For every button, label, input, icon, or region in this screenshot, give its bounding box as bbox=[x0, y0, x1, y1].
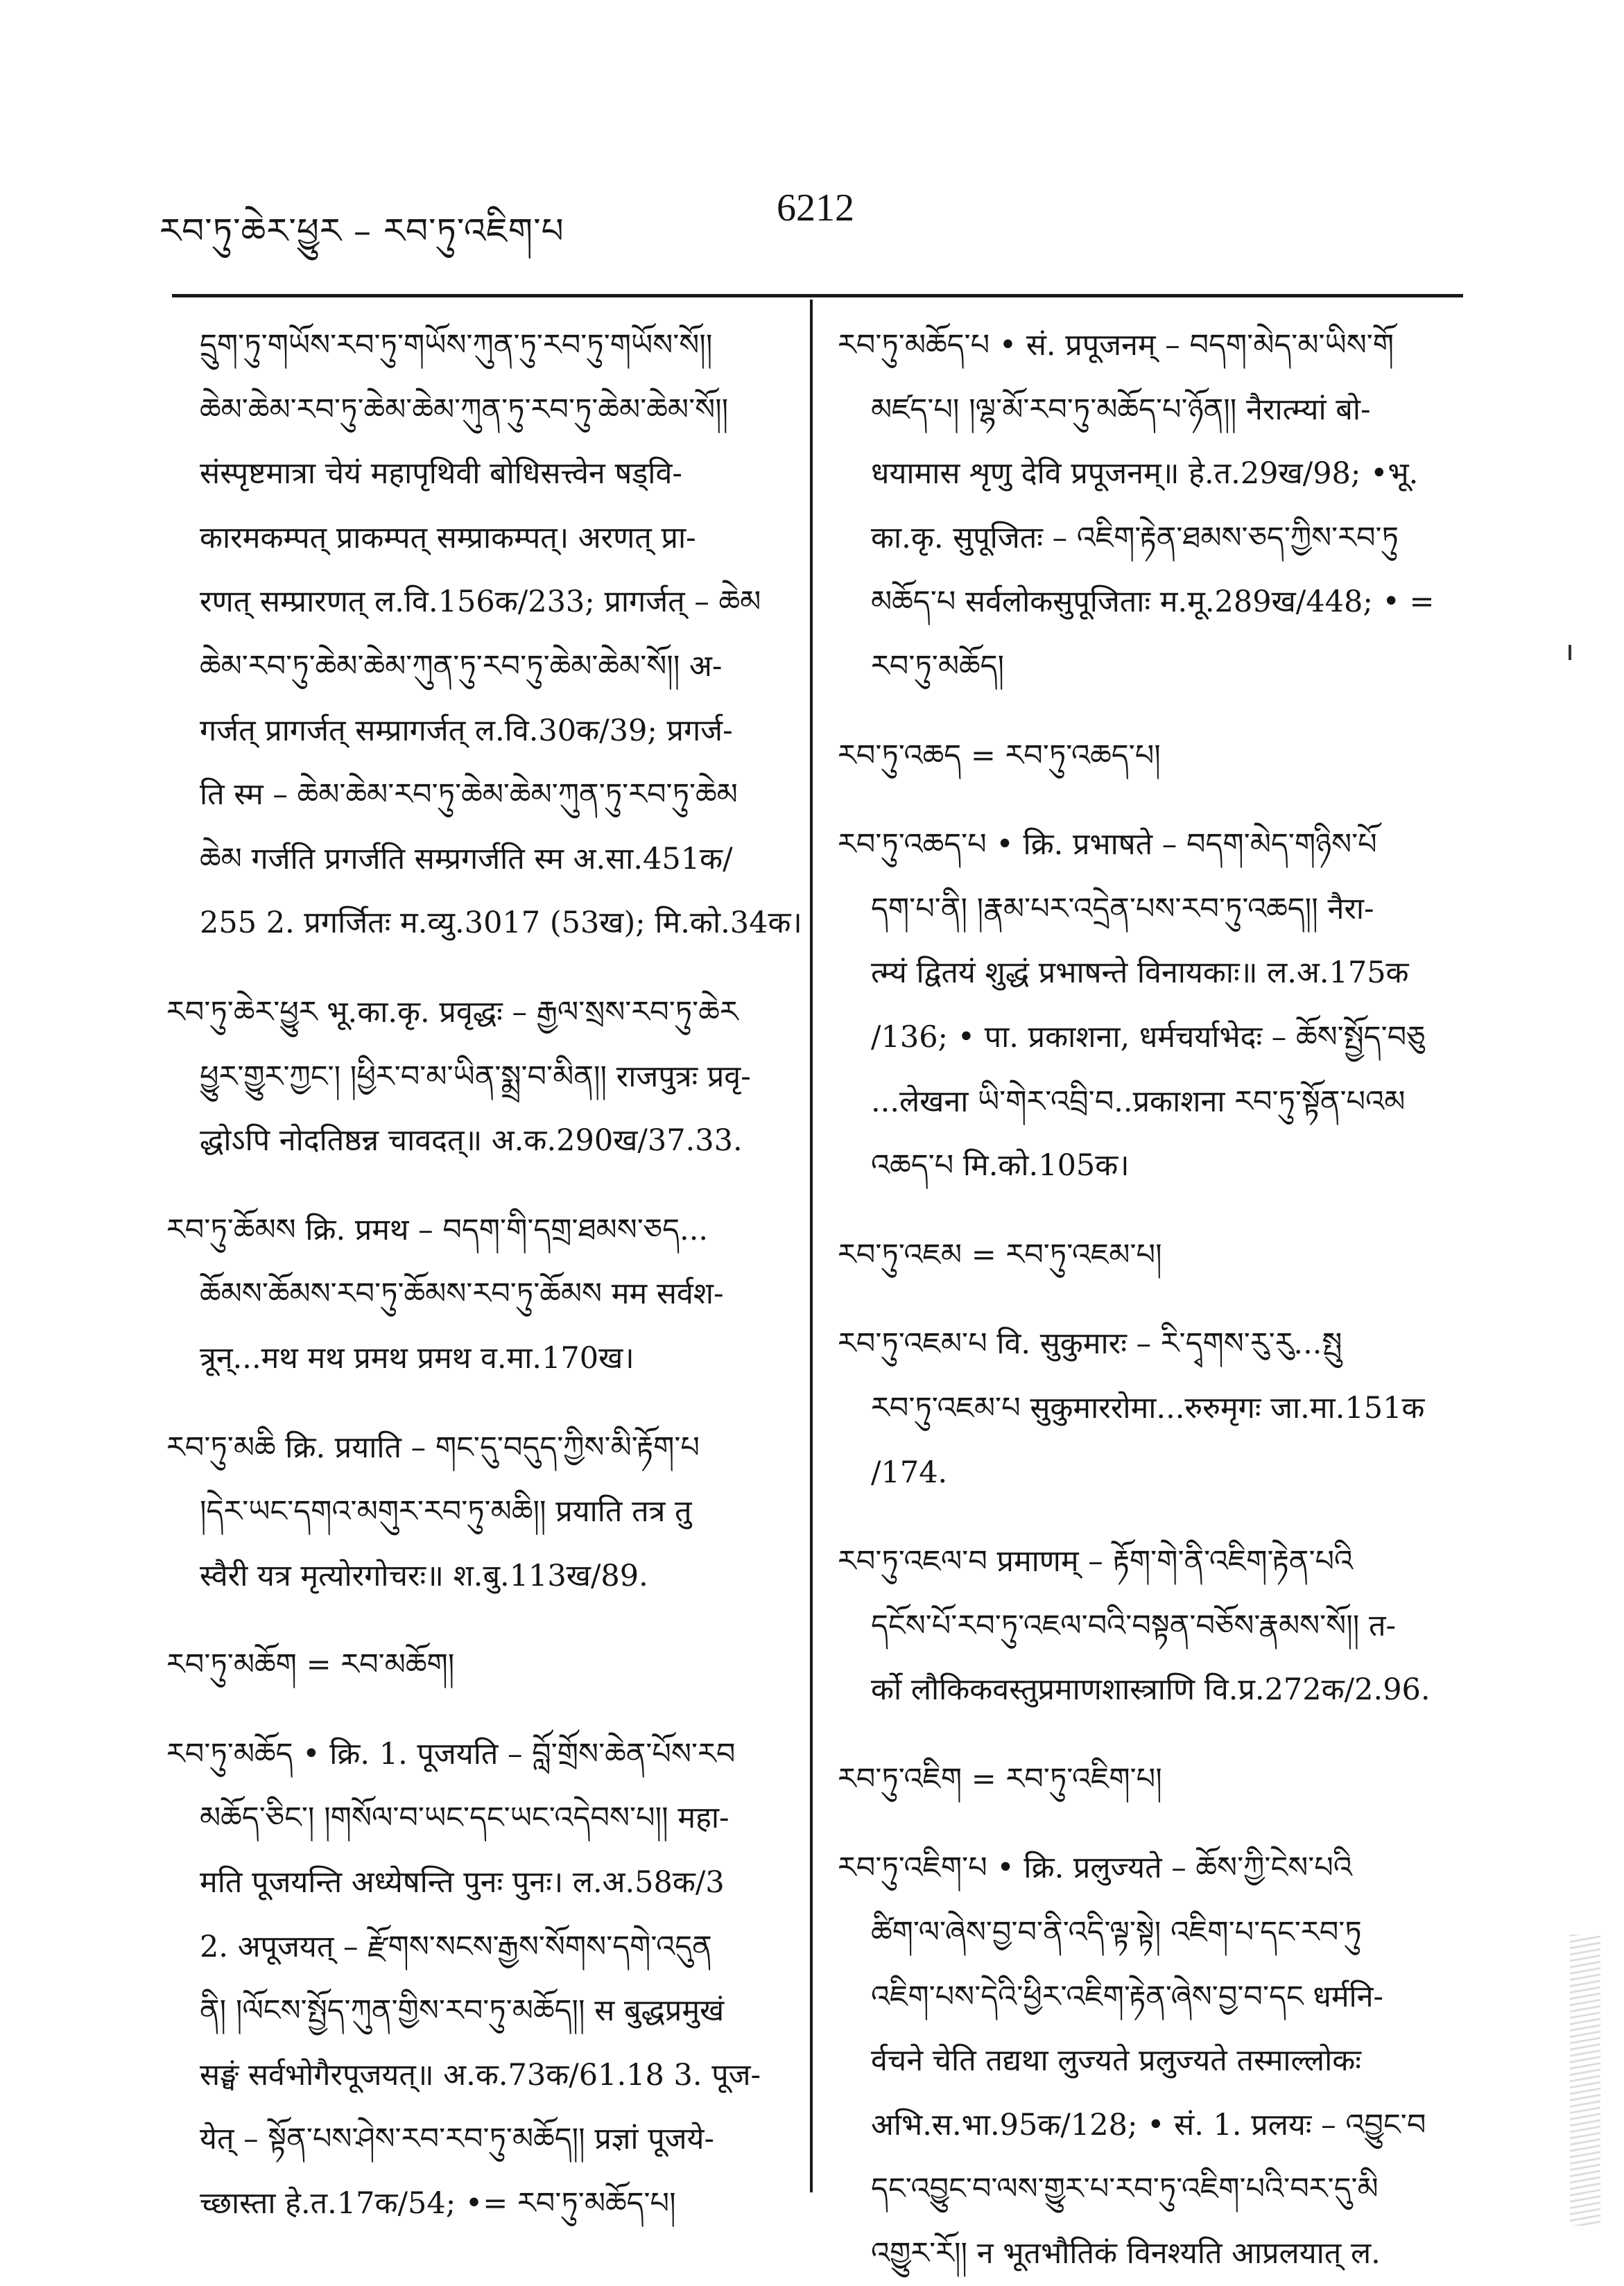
entry-gap bbox=[166, 1173, 791, 1198]
entry-headword-line: རབ་ཏུ་འཇིག = རབ་ཏུ་འཇིག་པ། bbox=[838, 1761, 1162, 1796]
entry-headword-line: རབ་ཏུ་མཆོག = རབ་མཆོག། bbox=[166, 1647, 455, 1683]
entry-headword-line: རབ་ཏུ་འཆད་པ • क्रि. प्रभाषते – བདག་མེད་གཉིས་པོ bbox=[838, 827, 1377, 863]
entry-text-line: ཆེམ་རབ་ཏུ་ཆེམ་ཆེམ་ཀུན་ཏུ་རབ་ཏུ་ཆེམ་ཆེམ་སོ།། अ- bbox=[200, 648, 723, 684]
entry-text-line: त्म्यं द्वितयं शुद्धं प्रभाषन्ते विनायकाः॥ ल.अ.175क bbox=[871, 955, 1409, 991]
entry-text-line: सङ्घं सर्वभोगैरपूजयत्॥ अ.क.73क/61.18 3. पूज- bbox=[200, 2057, 761, 2093]
right-column bbox=[838, 313, 1462, 2286]
entry-text-line: དྲུག་ཏུ་གཡོས་རབ་ཏུ་གཡོས་ཀུན་ཏུ་རབ་ཏུ་གཡོས་སོ།། bbox=[200, 328, 713, 363]
entry-headword-line: རབ་ཏུ་འཇམ་པ वि. सुकुमारः – རི་དྭགས་རུ་རུ...སྤུ bbox=[838, 1326, 1342, 1362]
entry-headword-line: རབ་ཏུ་འཇལ་བ प्रमाणम् – རྟོག་གེ་ནི་འཇིག་རྟེན་པའི bbox=[838, 1544, 1354, 1579]
entry-text-line: का.कृ. सुपूजितः – འཇིག་རྟེན་ཐམས་ཅད་ཀྱིས་རབ་ཏུ bbox=[871, 520, 1399, 555]
header-rule bbox=[172, 294, 1463, 297]
entry-text-line: र्वचने चेति तद्यथा लुज्यते प्रलुज्यते तस्माल्लोकः bbox=[871, 2043, 1361, 2079]
entry-gap bbox=[838, 1722, 1462, 1747]
entry-text-line: དངོས་པོ་རབ་ཏུ་འཇལ་བའི་བསྟན་བཅོས་རྣམས་སོ།། त- bbox=[871, 1608, 1397, 1643]
entry-text-line: संस्पृष्टमात्रा चेयं महापृथिवी बोधिसत्त्वेन षड्वि- bbox=[200, 456, 682, 492]
entry-text-line: ཆེམ गर्जति प्रगर्जति सम्प्रगर्जति स्म अ.सा.451क/ bbox=[200, 841, 733, 876]
entry-text-line: ཕྱུར་གྱུར་ཀྱང་། །ཕྱིར་བ་མ་ཡིན་སྨྲ་བ་མིན།། राजपुत्रः प्रवृ- bbox=[200, 1059, 751, 1094]
entry-text-line: /136; • पा. प्रकाशना, धर्मचर्याभेदः – ཆོས་སྤྱོད་བཅུ bbox=[871, 1019, 1426, 1055]
entry-text-line: ति स्म – ཆེམ་ཆེམ་རབ་ཏུ་ཆེམ་ཆེམ་ཀུན་ཏུ་རབ་ཏུ་ཆེམ bbox=[200, 777, 738, 813]
entry-headword-line: རབ་ཏུ་མཆོད • क्रि. 1. पूजयति – བློ་གྲོས་ཆེན་པོས་རབ bbox=[166, 1736, 736, 1772]
entry-text-line: स्वैरी यत्र मृत्योरगोचरः॥ श.बु.113ख/89. bbox=[200, 1558, 648, 1593]
entry-text-line: ཆོམས་ཆོམས་རབ་ཏུ་ཆོམས་རབ་ཏུ་ཆོམས मम सर्वश- bbox=[200, 1276, 724, 1312]
entry-text-line: མཆོད་པ सर्वलोकसुपूजिताः म.मू.289ख/448; • = bbox=[871, 585, 1435, 620]
entry-text-line: ནི། །ལོངས་སྤྱོད་ཀུན་གྱིས་རབ་ཏུ་མཆོད།། स बुद्धप्रमुखं bbox=[200, 1993, 725, 2029]
entry-gap bbox=[838, 1287, 1462, 1312]
page-edge-shadow bbox=[1570, 1934, 1600, 2226]
entry-text-line: དང་འབྱུང་བ་ལས་གྱུར་པ་རབ་ཏུ་འཇིག་པའི་བར་དུ་མི bbox=[871, 2172, 1379, 2207]
left-column bbox=[166, 313, 802, 2236]
entry-headword-line: རབ་ཏུ་འཇིག་པ • क्रि. प्रलुज्यते – ཆོས་ཀྱི་ངེས་པའི bbox=[838, 1851, 1352, 1886]
entry-headword-line: རབ་ཏུ་འཇམ = རབ་ཏུ་འཇམ་པ། bbox=[838, 1237, 1162, 1272]
entry-gap bbox=[838, 1198, 1462, 1223]
entry-text-line: 2. अपूजयत् – རྫོགས་སངས་རྒྱས་སོགས་དགེ་འདུན bbox=[200, 1929, 712, 1964]
entry-text-line: །དེར་ཡང་དགའ་མགུར་རབ་ཏུ་མཆི།། प्रयाति तत्र तु bbox=[200, 1494, 692, 1530]
entry-text-line: 255 2. प्रगर्जितः म.व्यु.3017 (53ख); मि.को.34क। bbox=[200, 906, 802, 941]
entry-text-line: རབ་ཏུ་མཆོད། bbox=[871, 648, 1005, 684]
running-header: རབ་ཏུ་ཆེར་ཕྱུར – རབ་ཏུ་འཇིག་པ bbox=[159, 211, 564, 251]
entry-text-line: च्छास्ता हे.त.17क/54; •= རབ་ཏུ་མཆོད་པ། bbox=[200, 2186, 676, 2222]
entry-gap bbox=[166, 1697, 791, 1722]
entry-gap bbox=[838, 1811, 1462, 1836]
entry-text-line: मति पूजयन्ति अध्येषन्ति पुनः पुनः। ल.अ.58क/3 bbox=[200, 1865, 725, 1900]
entry-gap bbox=[838, 1505, 1462, 1530]
column-divider bbox=[810, 300, 813, 2192]
entry-text-line: /174. bbox=[871, 1455, 948, 1490]
entry-text-line: रणत् सम्प्रारणत् ल.वि.156क/233; प्रागर्जत् – ཆེམ bbox=[200, 585, 761, 620]
entry-text-line: कारमकम्पत् प्राकम्पत् सम्प्राकम्पत्। अरणत् प्रा- bbox=[200, 520, 696, 555]
entry-text-line: མཛད་པ། །ལྷ་མོ་རབ་ཏུ་མཆོད་པ་ཉོན།། नैरात्म्यां बो- bbox=[871, 392, 1371, 427]
entry-gap bbox=[166, 1608, 791, 1633]
entry-text-line: འགྱུར་རོ།། न भूतभौतिकं विनश्यति आप्रलयात् ल. bbox=[871, 2236, 1381, 2271]
entry-headword-line: རབ་ཏུ་ཆོམས क्रि. प्रमथ – བདག་གི་དགྲ་ཐམས་ཅད... bbox=[166, 1212, 709, 1247]
entry-text-line: धयामास शृणु देवि प्रपूजनम्॥ हे.त.29ख/98; •भू. bbox=[871, 456, 1419, 492]
entry-text-line: ...लेखना ཡི་གེར་འབྲི་བ..प्रकाशना རབ་ཏུ་སྟོན་པའམ bbox=[871, 1084, 1406, 1119]
entry-gap bbox=[838, 699, 1462, 724]
entry-headword-line: རབ་ཏུ་ཆེར་ཕྱུར भू.का.कृ. प्रवृद्धः – རྒྱལ་སྲས་རབ་ཏུ་ཆེར bbox=[166, 994, 738, 1030]
entry-text-line: येत् – སྟོན་པས་ཤེས་རབ་རབ་ཏུ་མཆོད།། प्रज्ञां पूजये- bbox=[200, 2122, 715, 2157]
entry-text-line: འཇིག་པས་དེའི་ཕྱིར་འཇིག་རྟེན་ཞེས་བྱ་བ་དང धर्मनि- bbox=[871, 1979, 1384, 2014]
entry-headword-line: རབ་ཏུ་མཆི क्रि. प्रयाति – གང་དུ་བདུད་ཀྱིས་མི་རྟོག་པ bbox=[166, 1430, 700, 1465]
page-number: 6212 bbox=[777, 187, 854, 230]
margin-mark bbox=[1569, 645, 1571, 660]
entry-text-line: འཆད་པ मि.को.105क। bbox=[871, 1148, 1130, 1184]
entry-text-line: अभि.स.भा.95क/128; • सं. 1. प्रलयः – འབྱུང་བ bbox=[871, 2107, 1426, 2142]
entry-gap bbox=[838, 788, 1462, 813]
entry-text-line: गर्जत् प्रागर्जत् सम्प्रागर्जत् ल.वि.30क/39; प्रगर्ज- bbox=[200, 713, 733, 748]
entry-headword-line: རབ་ཏུ་མཆོད་པ • सं. प्रपूजनम् – བདག་མེད་མ་ཡིས་གོ bbox=[838, 328, 1394, 363]
entry-text-line: द्धोऽपि नोदतिष्ठन्न चावदत्॥ अ.क.290ख/37.33. bbox=[200, 1123, 743, 1159]
entry-text-line: ཚིག་ལ་ཞེས་བྱ་བ་ནི་འདི་ལྟ་སྟེ། འཇིག་པ་དང་རབ་ཏུ bbox=[871, 1915, 1362, 1950]
entry-text-line: त्रून्...मथ मथ प्रमथ प्रमथ व.मा.170ख। bbox=[200, 1340, 634, 1376]
entry-gap bbox=[166, 1391, 791, 1416]
entry-text-line: མཆོད་ཅིང་། །གསོལ་བ་ཡང་དང་ཡང་འདེབས་པ།། महा- bbox=[200, 1801, 729, 1836]
entry-text-line: र्को लौकिकवस्तुप्रमाणशास्त्राणि वि.प्र.272क/2.96. bbox=[871, 1672, 1431, 1708]
entry-headword-line: རབ་ཏུ་འཆད = རབ་ཏུ་འཆད་པ། bbox=[838, 738, 1161, 773]
entry-text-line: རབ་ཏུ་འཇམ་པ सुकुमाररोमा...रुरुमृगः जा.मा.151क bbox=[871, 1390, 1425, 1426]
entry-text-line: དག་པ་ནི། །རྣམ་པར་འདྲེན་པས་རབ་ཏུ་འཆད།། नैरा- bbox=[871, 891, 1374, 926]
entry-gap bbox=[166, 955, 791, 980]
entry-text-line: ཆེམ་ཆེམ་རབ་ཏུ་ཆེམ་ཆེམ་ཀུན་ཏུ་རབ་ཏུ་ཆེམ་ཆེམ་སོ།། bbox=[200, 392, 729, 427]
